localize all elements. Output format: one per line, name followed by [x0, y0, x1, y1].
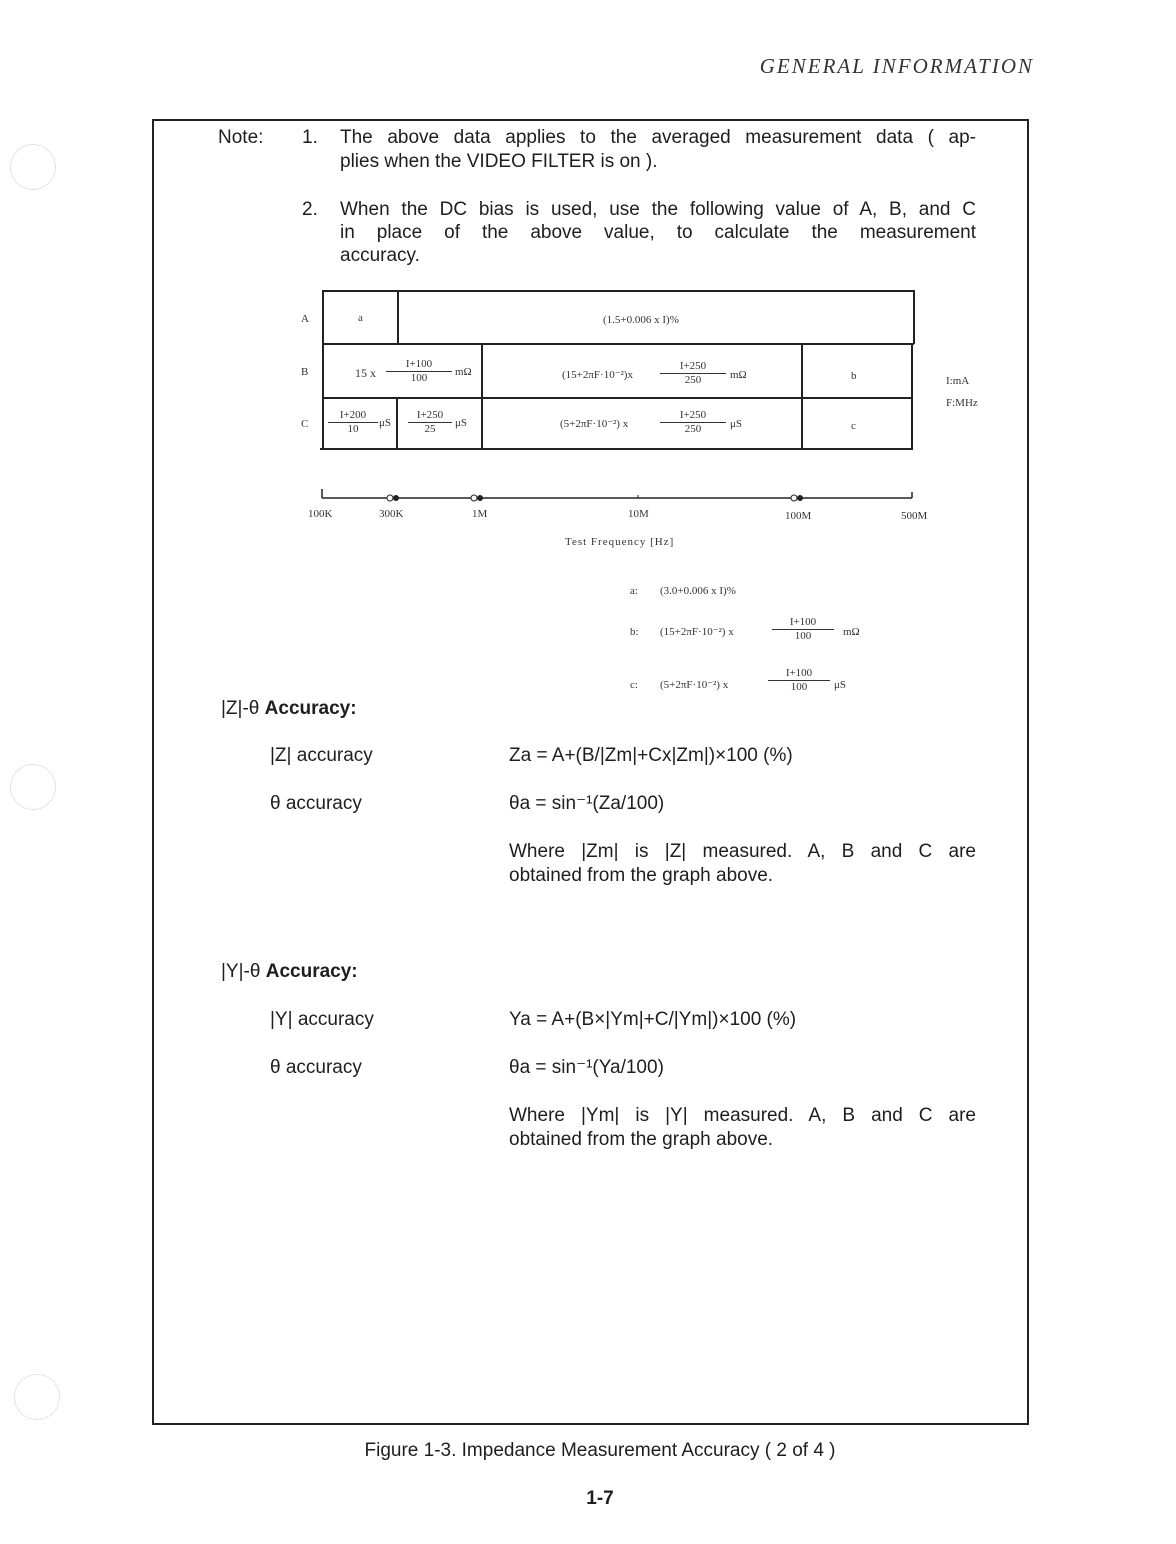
- y-section-heading: [221, 960, 358, 983]
- def-c-unit: μS: [834, 679, 847, 691]
- axis-tick-label: 500M: [901, 510, 928, 522]
- y-where-line1: Where |Ym| is |Y| measured. A, B and C are: [509, 1105, 976, 1126]
- cell-b-fraction: [386, 358, 452, 385]
- cell-a: a: [358, 312, 363, 324]
- row-label-c: C: [301, 418, 309, 430]
- note-item2-line2: in place of the above value, to calculate the measurement: [340, 222, 976, 243]
- table-line: [397, 290, 399, 344]
- row-label-b: B: [301, 366, 309, 378]
- def-b-unit: mΩ: [843, 626, 860, 638]
- cell-c2-unit: μS: [455, 417, 468, 429]
- y-theta-label: θ accuracy: [270, 1057, 362, 1078]
- fraction-numerator: I+250: [660, 360, 726, 374]
- page-number: 1-7: [586, 1488, 614, 1509]
- note-item2-line3: accuracy.: [340, 245, 420, 266]
- y-where-line2: obtained from the graph above.: [509, 1129, 774, 1150]
- def-c-prefix: (5+2πF·10⁻²) x: [660, 679, 729, 691]
- note-item1-number: 1.: [302, 127, 318, 148]
- axis-tick-label: 100K: [308, 508, 333, 520]
- table-line: [322, 290, 324, 344]
- z-where-line1: Where |Zm| is |Z| measured. A, B and C are: [509, 841, 976, 862]
- cell-b-mid-fraction: [660, 360, 726, 387]
- z-heading-symbol: |Z|-θ: [221, 698, 260, 719]
- fraction-numerator: I+100: [768, 667, 830, 681]
- cell-c1-unit: μS: [379, 417, 392, 429]
- fraction-numerator: I+250: [408, 409, 452, 423]
- table-line: [322, 343, 914, 345]
- fraction-denominator: 10: [347, 423, 359, 435]
- table-line: [913, 290, 915, 344]
- def-a-text: (3.0+0.006 x I)%: [660, 585, 736, 597]
- y-accuracy-label: |Y| accuracy: [270, 1009, 374, 1030]
- y-accuracy-formula: Ya = A+(B×|Ym|+C/|Ym|)×100 (%): [509, 1009, 797, 1030]
- axis-tick-label: 10M: [628, 508, 649, 520]
- table-line: [911, 343, 913, 450]
- cell-c-mid-prefix: (5+2πF·10⁻²) x: [560, 418, 629, 430]
- running-header: GENERAL INFORMATION: [759, 54, 1034, 78]
- cell-c1-fraction: [328, 409, 378, 436]
- fraction-denominator: 250: [684, 423, 702, 435]
- z-accuracy-formula: Za = A+(B/|Zm|+Cx|Zm|)×100 (%): [509, 745, 793, 766]
- cell-b-mid-unit: mΩ: [730, 369, 747, 381]
- cell-a-formula: (1.5+0.006 x I)%: [603, 314, 679, 326]
- axis-tick-label: 1M: [472, 508, 488, 520]
- row-label-a: A: [301, 313, 309, 325]
- fraction-numerator: I+200: [328, 409, 378, 423]
- fraction-denominator: 100: [794, 630, 812, 642]
- y-heading-word: Accuracy:: [260, 961, 358, 982]
- table-line: [396, 397, 398, 450]
- cell-b-mid-prefix: (15+2πF·10⁻²)x: [562, 369, 633, 381]
- fraction-numerator: I+100: [386, 358, 452, 372]
- table-line: [322, 290, 914, 292]
- z-section-heading: [221, 697, 357, 720]
- figure-frame: [152, 119, 1029, 1425]
- def-b-label: b:: [630, 626, 639, 638]
- table-line: [322, 343, 324, 450]
- binder-hole-top: [10, 144, 56, 190]
- def-c-label: c:: [630, 679, 638, 691]
- side-note-units-current: I:mA: [946, 375, 970, 387]
- side-note-units-frequency: F:MHz: [946, 397, 978, 409]
- cell-c-right: c: [851, 420, 856, 432]
- fraction-denominator: 25: [424, 423, 436, 435]
- table-line: [322, 397, 912, 399]
- cell-c-mid-fraction: [660, 409, 726, 436]
- fraction-numerator: I+100: [772, 616, 834, 630]
- table-line: [481, 343, 483, 450]
- binder-hole-bottom: [14, 1374, 60, 1420]
- cell-b-prefix: 15 x: [355, 366, 376, 380]
- note-label: Note:: [218, 127, 264, 148]
- y-heading-symbol: |Y|-θ: [221, 961, 261, 982]
- note-item1-line2: plies when the VIDEO FILTER is on ).: [340, 151, 658, 172]
- note-item2-line1: When the DC bias is used, use the following value of A, B, and C: [340, 199, 976, 220]
- cell-b-right: b: [851, 370, 857, 382]
- fraction-numerator: I+250: [660, 409, 726, 423]
- axis-tick-label: 300K: [379, 508, 404, 520]
- z-theta-label: θ accuracy: [270, 793, 362, 814]
- y-theta-formula: θa = sin⁻¹(Ya/100): [509, 1057, 664, 1078]
- z-accuracy-label: |Z| accuracy: [270, 745, 373, 766]
- fraction-denominator: 250: [684, 374, 702, 386]
- z-where-line2: obtained from the graph above.: [509, 865, 774, 886]
- figure-caption: Figure 1-3. Impedance Measurement Accuracy ( 2 of 4 ): [364, 1440, 836, 1461]
- axis-title: Test Frequency [Hz]: [565, 536, 675, 548]
- cell-b-unit: mΩ: [455, 366, 472, 378]
- z-heading-word: Accuracy:: [259, 698, 357, 719]
- table-line: [320, 448, 912, 450]
- note-item2-number: 2.: [302, 199, 318, 220]
- note-item1-line1: The above data applies to the averaged measurement data ( ap-: [340, 127, 976, 148]
- def-b-fraction: [772, 616, 834, 643]
- def-b-prefix: (15+2πF·10⁻²) x: [660, 626, 734, 638]
- binder-hole-middle: [10, 764, 56, 810]
- axis-tick-label: 100M: [785, 510, 812, 522]
- cell-c-mid-unit: μS: [730, 418, 743, 430]
- table-line: [801, 343, 803, 450]
- cell-c2-fraction: [408, 409, 452, 436]
- z-theta-formula: θa = sin⁻¹(Za/100): [509, 793, 665, 814]
- def-c-fraction: [768, 667, 830, 694]
- fraction-denominator: 100: [790, 681, 808, 693]
- fraction-denominator: 100: [410, 372, 428, 384]
- def-a-label: a:: [630, 585, 638, 597]
